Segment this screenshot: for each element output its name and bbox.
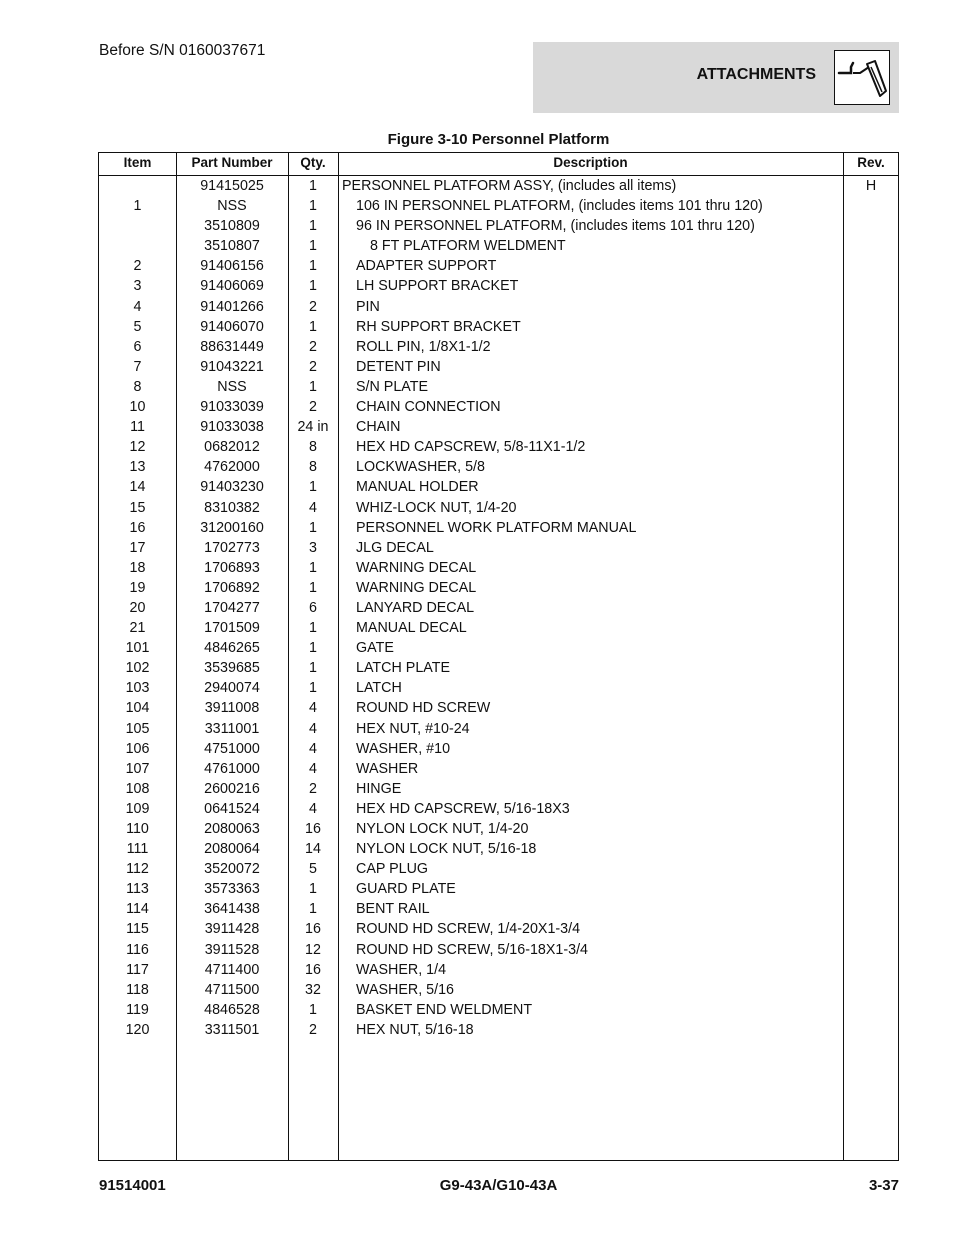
table-row: [99, 678, 898, 698]
item-cell: 102: [125, 660, 150, 677]
qty-cell: 4: [309, 740, 317, 757]
qty-cell: 14: [305, 841, 321, 858]
part-number-cell: NSS: [217, 198, 247, 215]
part-number-cell: 2080064: [204, 841, 260, 858]
part-number-cell: 3911008: [204, 700, 260, 717]
qty-cell: 1: [309, 901, 317, 918]
qty-cell: 16: [305, 961, 321, 978]
part-number-cell: 3311501: [204, 1021, 260, 1038]
part-number-cell: 4711400: [204, 961, 260, 978]
item-cell: 106: [125, 740, 150, 757]
part-number-cell: 4846528: [204, 1001, 260, 1018]
qty-cell: 1: [309, 559, 317, 576]
qty-cell: 5: [309, 861, 317, 878]
description-cell: ROLL PIN, 1/8X1-1/2: [356, 338, 491, 355]
part-number-cell: 91406069: [200, 278, 264, 295]
section-title: ATTACHMENTS: [696, 66, 816, 83]
item-cell: 107: [125, 760, 150, 777]
part-number-cell: 91401266: [200, 298, 264, 315]
qty-cell: 1: [309, 218, 317, 235]
part-number-cell: 3311001: [204, 720, 260, 737]
description-cell: BASKET END WELDMENT: [356, 1001, 533, 1018]
item-cell: 103: [125, 680, 150, 697]
description-cell: PERSONNEL WORK PLATFORM MANUAL: [356, 519, 637, 536]
description-cell: JLG DECAL: [356, 539, 434, 556]
table-row: [99, 839, 898, 859]
table-row: [99, 759, 898, 779]
item-cell: 19: [129, 579, 146, 596]
part-number-cell: 4711500: [204, 981, 260, 998]
qty-cell: 12: [305, 941, 321, 958]
description-cell: DETENT PIN: [356, 358, 441, 375]
item-cell: 2: [133, 258, 142, 275]
qty-cell: 1: [309, 519, 317, 536]
description-cell: WARNING DECAL: [356, 559, 477, 576]
qty-cell: 2: [309, 780, 317, 797]
figure-title: Figure 3-10 Personnel Platform: [387, 131, 610, 148]
qty-cell: 16: [305, 821, 321, 837]
description-cell: CHAIN: [356, 419, 401, 436]
description-cell: HINGE: [356, 780, 402, 797]
description-cell: CAP PLUG: [356, 861, 429, 878]
item-cell: 109: [125, 800, 150, 817]
item-cell: 116: [126, 941, 149, 958]
description-cell: GUARD PLATE: [356, 881, 456, 898]
table-body: [99, 176, 898, 1040]
table-row: [99, 276, 898, 296]
part-number-cell: 0682012: [204, 439, 260, 456]
qty-cell: 6: [309, 599, 317, 616]
qty-cell: 1: [309, 258, 317, 275]
table-row: [99, 196, 898, 216]
parts-table: [98, 152, 899, 1161]
table-row: [99, 477, 898, 497]
description-cell: LOCKWASHER, 5/8: [356, 459, 485, 476]
qty-cell: 16: [305, 921, 321, 938]
description-cell: WARNING DECAL: [356, 579, 477, 596]
part-number-cell: 3641438: [204, 901, 260, 918]
part-number-cell: 3539685: [204, 660, 260, 677]
item-cell: 21: [129, 620, 146, 637]
description-cell: ADAPTER SUPPORT: [356, 258, 497, 275]
item-cell: 113: [126, 881, 149, 898]
table-row: [99, 719, 898, 739]
item-cell: 104: [125, 700, 150, 717]
part-number-cell: 91406070: [200, 318, 264, 335]
table-row: [99, 899, 898, 919]
qty-cell: 1: [309, 620, 317, 637]
part-number-cell: 1702773: [204, 539, 260, 556]
part-number-cell: 88631449: [200, 338, 264, 355]
qty-cell: 1: [309, 881, 317, 898]
section-header: [533, 42, 899, 113]
description-cell: PIN: [356, 298, 380, 315]
column-header-description: Description: [553, 155, 628, 170]
item-cell: 4: [133, 298, 142, 315]
part-number-cell: 3510807: [204, 238, 260, 255]
qty-cell: 1: [309, 579, 317, 596]
part-number-cell: 1706893: [204, 559, 260, 576]
table-row: [99, 417, 898, 437]
description-cell: RH SUPPORT BRACKET: [356, 318, 521, 335]
qty-cell: 1: [309, 479, 317, 496]
description-cell: MANUAL HOLDER: [356, 479, 479, 496]
qty-cell: 24 in: [297, 419, 329, 436]
description-cell: HEX HD CAPSCREW, 5/8-11X1-1/2: [356, 439, 586, 456]
table-row: [99, 879, 898, 899]
qty-cell: 1: [309, 1001, 317, 1018]
table-row: [99, 457, 898, 477]
table-row: [99, 377, 898, 397]
item-cell: 1: [133, 198, 142, 215]
qty-cell: 4: [309, 700, 317, 717]
item-cell: 5: [133, 318, 142, 335]
item-cell: 117: [126, 961, 149, 978]
item-cell: 119: [126, 1001, 149, 1018]
part-number-cell: 3911528: [204, 941, 260, 958]
description-cell: LH SUPPORT BRACKET: [356, 278, 519, 295]
part-number-cell: 3510809: [204, 218, 260, 235]
item-cell: 15: [129, 499, 146, 516]
table-row: [99, 638, 898, 658]
item-cell: 8: [133, 378, 142, 395]
item-cell: 6: [133, 338, 142, 355]
table-row: [99, 819, 898, 839]
qty-cell: 2: [309, 1021, 317, 1038]
qty-cell: 1: [309, 680, 317, 697]
part-number-cell: 3911428: [204, 921, 260, 938]
item-cell: 114: [126, 901, 149, 918]
qty-cell: 3: [309, 539, 317, 556]
qty-cell: 1: [309, 198, 317, 215]
table-row: [99, 1000, 898, 1020]
item-cell: 16: [129, 519, 146, 536]
part-number-cell: 4846265: [204, 640, 260, 657]
table-row: [99, 437, 898, 457]
part-number-cell: 1706892: [204, 579, 260, 596]
part-number-cell: 4762000: [204, 459, 260, 476]
item-cell: 13: [129, 459, 146, 476]
part-number-cell: 91406156: [200, 258, 264, 275]
item-cell: 7: [133, 358, 142, 375]
part-number-cell: 2600216: [204, 780, 260, 797]
item-cell: 18: [129, 559, 146, 576]
column-header-item: Item: [123, 155, 152, 170]
item-cell: 105: [125, 720, 150, 737]
item-cell: 118: [126, 981, 149, 998]
item-cell: 14: [129, 479, 146, 496]
part-number-cell: 8310382: [204, 499, 260, 516]
qty-cell: 1: [309, 178, 317, 194]
description-cell: WASHER, 1/4: [356, 961, 447, 978]
qty-cell: 1: [309, 660, 317, 677]
table-row: [99, 498, 898, 518]
item-cell: 20: [129, 599, 146, 616]
table-row: [99, 598, 898, 618]
table-row: [99, 859, 898, 879]
part-number-cell: 4751000: [204, 740, 260, 757]
qty-cell: 1: [309, 318, 317, 335]
table-row: [99, 256, 898, 276]
item-cell: 17: [129, 539, 146, 556]
table-row: [99, 919, 898, 939]
qty-cell: 2: [309, 338, 317, 355]
wrench-tool-icon: [834, 50, 890, 105]
table-row: [99, 980, 898, 1000]
item-cell: 12: [129, 439, 146, 456]
description-cell: 106 IN PERSONNEL PLATFORM, (includes items 101 thru 120): [356, 198, 763, 215]
description-cell: WASHER, #10: [356, 740, 451, 757]
item-cell: 3: [133, 278, 142, 295]
description-cell: PERSONNEL PLATFORM ASSY, (includes all items): [342, 178, 677, 194]
qty-cell: 2: [309, 358, 317, 375]
qty-cell: 4: [309, 800, 317, 817]
part-number-cell: 91415025: [200, 178, 264, 194]
table-row: [99, 297, 898, 317]
item-cell: 112: [126, 861, 149, 878]
table-row: [99, 940, 898, 960]
qty-cell: 1: [309, 278, 317, 295]
table-row: [99, 357, 898, 377]
part-number-cell: 3520072: [204, 861, 260, 878]
description-cell: HEX NUT, #10-24: [356, 720, 470, 737]
item-cell: 115: [126, 921, 149, 938]
description-cell: 8 FT PLATFORM WELDMENT: [370, 238, 566, 255]
qty-cell: 1: [309, 640, 317, 657]
table-row: [99, 558, 898, 578]
table-row: [99, 658, 898, 678]
part-number-cell: 31200160: [200, 519, 264, 536]
part-number-cell: 91403230: [200, 479, 264, 496]
serial-note: Before S/N 0160037671: [99, 42, 266, 59]
table-row: [99, 1020, 898, 1040]
table-row: [99, 618, 898, 638]
table-row: [99, 317, 898, 337]
table-row: [99, 397, 898, 417]
qty-cell: 4: [309, 720, 317, 737]
item-cell: 111: [126, 841, 149, 858]
table-row: [99, 799, 898, 819]
table-row: [99, 538, 898, 558]
qty-cell: 1: [309, 238, 317, 255]
description-cell: NYLON LOCK NUT, 5/16-18: [356, 841, 537, 858]
item-cell: 11: [130, 419, 145, 436]
table-row: [99, 236, 898, 256]
qty-cell: 32: [305, 981, 321, 998]
rev-cell: H: [865, 178, 877, 194]
part-number-cell: 2080063: [204, 821, 260, 837]
qty-cell: 1: [309, 378, 317, 395]
part-number-cell: 2940074: [204, 680, 260, 697]
footer-page-number: 3-37: [868, 1177, 899, 1194]
table-row: [99, 779, 898, 799]
description-cell: 96 IN PERSONNEL PLATFORM, (includes items 101 thru 120): [356, 218, 755, 235]
part-number-cell: NSS: [217, 378, 247, 395]
part-number-cell: 1701509: [204, 620, 260, 637]
qty-cell: 8: [309, 459, 317, 476]
description-cell: ROUND HD SCREW: [356, 700, 491, 717]
qty-cell: 4: [309, 760, 317, 777]
description-cell: NYLON LOCK NUT, 1/4-20: [356, 821, 529, 837]
description-cell: WASHER, 5/16: [356, 981, 454, 998]
table-row: [99, 578, 898, 598]
item-cell: 101: [125, 640, 150, 657]
description-cell: WHIZ-LOCK NUT, 1/4-20: [356, 499, 517, 516]
table-row: [99, 698, 898, 718]
description-cell: BENT RAIL: [356, 901, 430, 918]
part-number-cell: 1704277: [204, 599, 260, 616]
part-number-cell: 0641524: [204, 800, 260, 817]
table-row: [99, 216, 898, 236]
qty-cell: 8: [309, 439, 317, 456]
table-row: [99, 176, 898, 196]
description-cell: S/N PLATE: [356, 378, 429, 395]
item-cell: 120: [125, 1021, 150, 1038]
description-cell: HEX NUT, 5/16-18: [356, 1021, 474, 1038]
qty-cell: 2: [309, 399, 317, 416]
description-cell: GATE: [356, 640, 394, 657]
table-row: [99, 739, 898, 759]
column-header-part-number: Part Number: [191, 155, 273, 170]
description-cell: ROUND HD SCREW, 5/16-18X1-3/4: [356, 941, 588, 958]
table-header: [99, 153, 898, 176]
part-number-cell: 91043221: [200, 358, 264, 375]
description-cell: WASHER: [356, 760, 419, 777]
description-cell: CHAIN CONNECTION: [356, 399, 501, 416]
part-number-cell: 4761000: [204, 760, 260, 777]
description-cell: LANYARD DECAL: [356, 599, 475, 616]
qty-cell: 4: [309, 499, 317, 516]
description-cell: ROUND HD SCREW, 1/4-20X1-3/4: [356, 921, 581, 938]
item-cell: 110: [126, 821, 149, 837]
item-cell: 108: [125, 780, 150, 797]
footer-model: G9-43A/G10-43A: [439, 1177, 558, 1194]
table-row: [99, 337, 898, 357]
description-cell: MANUAL DECAL: [356, 620, 467, 637]
table-row: [99, 960, 898, 980]
part-number-cell: 91033038: [200, 419, 264, 436]
description-cell: LATCH: [356, 680, 402, 697]
column-header-qty: Qty.: [300, 155, 326, 170]
description-cell: HEX HD CAPSCREW, 5/16-18X3: [356, 800, 570, 817]
description-cell: LATCH PLATE: [356, 660, 451, 677]
part-number-cell: 3573363: [204, 881, 260, 898]
qty-cell: 2: [309, 298, 317, 315]
table-row: [99, 518, 898, 538]
footer-doc-number: 91514001: [99, 1177, 166, 1194]
part-number-cell: 91033039: [200, 399, 264, 416]
column-header-rev: Rev.: [857, 155, 885, 170]
item-cell: 10: [129, 399, 146, 416]
